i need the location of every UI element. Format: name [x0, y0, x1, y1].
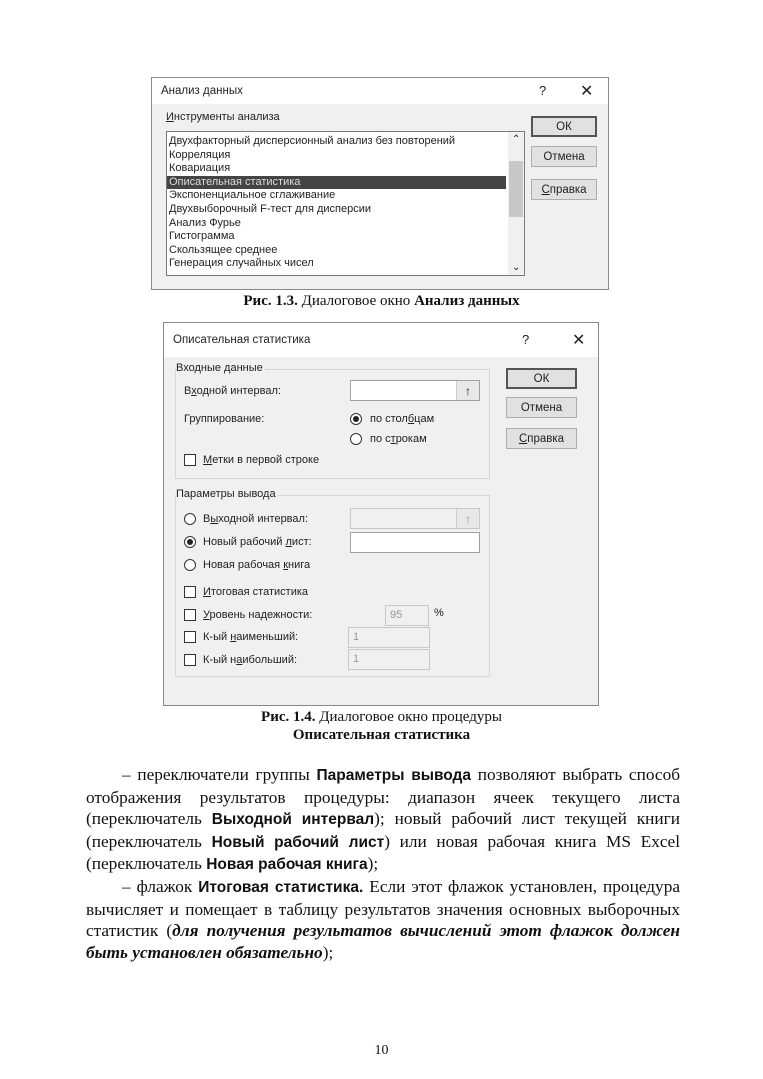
scroll-up-icon[interactable]: ⌃	[512, 134, 521, 145]
list-item[interactable]: Экспоненциальное сглаживание	[169, 189, 336, 202]
list-item[interactable]: Генерация случайных чисел	[169, 257, 314, 270]
list-item[interactable]: Корреляция	[169, 148, 231, 161]
paragraph-summary-statistics: – флажок Итоговая статистика. Если этот флажок установлен, процедура вычисляет и помещает в таблицу результатов значения основных выборочных статистик (для получения результатов вычислений этот флажок должен быть установлен обязательно);	[86, 876, 681, 962]
by-columns-label: по столбцам	[370, 413, 435, 425]
input-data-group	[175, 362, 490, 479]
confidence-level-checkbox[interactable]	[184, 609, 196, 621]
percent-sign: %	[434, 607, 444, 619]
kth-largest-label: К-ый наибольший:	[203, 654, 298, 666]
new-workbook-radio[interactable]	[184, 559, 196, 571]
input-range-label: Входной интервал:	[184, 385, 281, 397]
list-item[interactable]: Двухвыборочный F-тест для дисперсии	[169, 202, 372, 215]
input-range-field[interactable]	[350, 380, 480, 401]
analysis-tools-dialog	[151, 77, 609, 290]
kth-largest-field[interactable]: 1	[348, 649, 430, 670]
kth-smallest-checkbox[interactable]	[184, 631, 196, 643]
by-rows-radio[interactable]	[350, 433, 362, 445]
dialog-title: Анализ данных	[161, 85, 243, 97]
list-item[interactable]: Описательная статистика	[167, 176, 506, 190]
confidence-level-label: Уровень надежности:	[203, 609, 313, 621]
close-icon[interactable]: ✕	[580, 83, 594, 100]
scrollbar[interactable]	[508, 132, 524, 275]
list-item[interactable]: Анализ Фурье	[169, 216, 241, 229]
list-item[interactable]: Гистограмма	[169, 230, 235, 243]
output-range-field[interactable]	[350, 508, 480, 529]
output-range-radio[interactable]	[184, 513, 196, 525]
help-icon[interactable]: ?	[522, 332, 530, 347]
figure-caption-1: Рис. 1.3. Диалоговое окно Анализ данных	[243, 293, 520, 309]
list-item[interactable]: Двухфакторный дисперсионный анализ без повторений	[169, 135, 456, 147]
body-text	[86, 764, 680, 963]
upload-icon[interactable]: ↑	[456, 381, 479, 400]
by-rows-label: по строкам	[370, 433, 427, 445]
summary-statistics-checkbox[interactable]	[184, 586, 196, 598]
cancel-button[interactable]: Отмена	[531, 146, 597, 167]
kth-largest-checkbox[interactable]	[184, 654, 196, 666]
title-bar	[164, 323, 598, 357]
by-columns-radio[interactable]	[350, 413, 362, 425]
help-button[interactable]: Справка	[531, 179, 597, 200]
page-number: 10	[374, 1043, 389, 1058]
new-sheet-label: Новый рабочий лист:	[203, 536, 312, 548]
tools-listbox[interactable]	[166, 131, 525, 276]
tools-label: Инструменты анализа	[166, 111, 280, 123]
output-range-label: Выходной интервал:	[203, 513, 308, 525]
output-options-group	[175, 488, 490, 677]
confidence-level-field[interactable]: 95	[385, 605, 429, 626]
help-icon[interactable]: ?	[539, 83, 547, 98]
summary-statistics-label: Итоговая статистика	[203, 586, 309, 598]
ok-button[interactable]: ОК	[531, 116, 597, 137]
labels-first-row-checkbox[interactable]	[184, 454, 196, 466]
title-bar	[152, 78, 608, 104]
upload-icon[interactable]: ↑	[456, 509, 479, 528]
group-label: Входные данные	[176, 362, 263, 374]
scroll-down-icon[interactable]: ⌄	[512, 262, 521, 273]
ok-button[interactable]: ОК	[506, 368, 577, 389]
scrollbar-thumb[interactable]	[509, 161, 523, 217]
help-button[interactable]: Справка	[506, 428, 577, 449]
cancel-button[interactable]: Отмена	[506, 397, 577, 418]
new-workbook-label: Новая рабочая книга	[203, 559, 311, 571]
new-sheet-name-field[interactable]	[350, 532, 480, 553]
new-sheet-radio[interactable]	[184, 536, 196, 548]
list-item[interactable]: Скользящее среднее	[169, 243, 278, 256]
figure-caption-2: Рис. 1.4. Диалоговое окно процедуры	[261, 709, 502, 725]
labels-first-row-label: Метки в первой строке	[203, 454, 320, 466]
kth-smallest-label: К-ый наименьший:	[203, 631, 299, 643]
group-label: Параметры вывода	[176, 488, 276, 500]
close-icon[interactable]: ✕	[572, 332, 586, 349]
paragraph-output-options: – переключатели группы Параметры вывода позволяют выбрать способ отображения результатов процедуры: диапазон ячеек текущего листа (переключатель Выходной интервал); новый рабочий лист текущей книги (переключатель Новый рабочий лист) или новая рабочая книга MS Excel (переключатель Новая рабочая книга);	[86, 765, 681, 874]
figure-caption-2-line2: Описательная статистика	[292, 727, 471, 743]
grouping-label: Группирование:	[184, 413, 265, 425]
list-item[interactable]: Ковариация	[169, 162, 231, 175]
descriptive-statistics-dialog	[163, 322, 599, 706]
kth-smallest-field[interactable]: 1	[348, 627, 430, 648]
dialog-title: Описательная статистика	[173, 334, 311, 346]
